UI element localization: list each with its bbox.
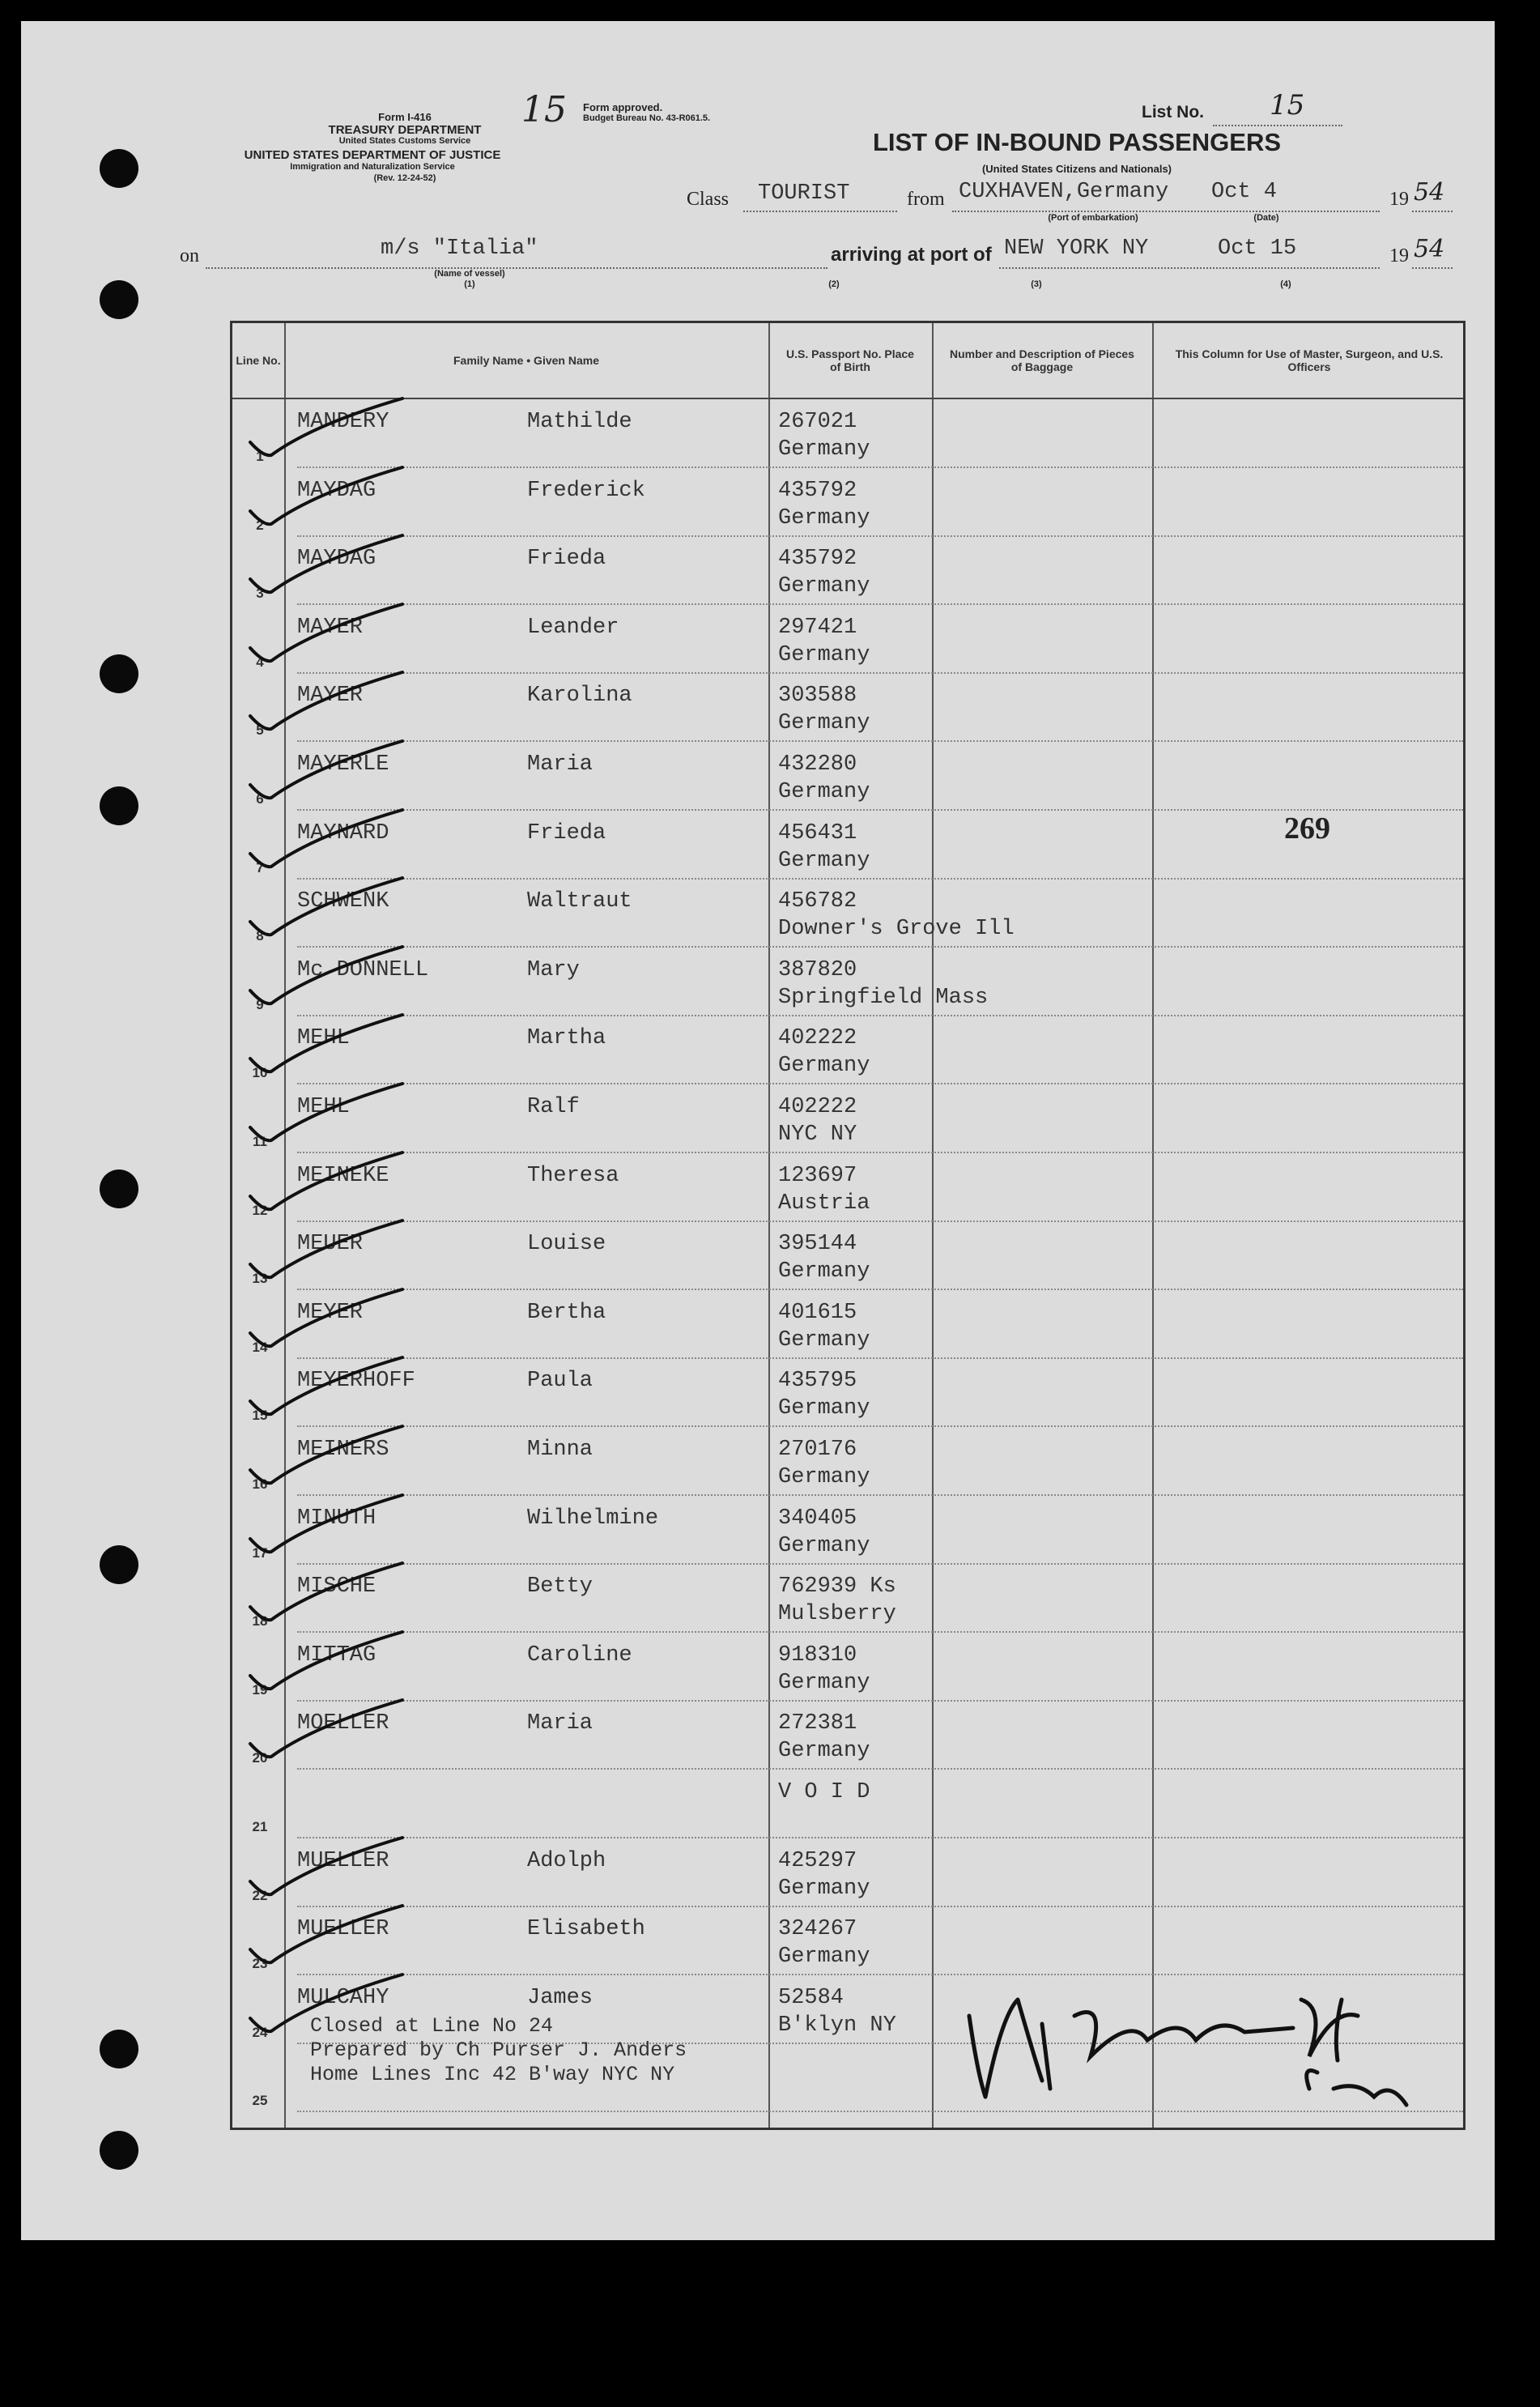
given-name: James [527, 1985, 593, 2010]
line-number: 4 [256, 654, 264, 670]
form-subtitle: (United States Citizens and Nationals) [981, 163, 1172, 175]
header-line-no: Line No. [236, 353, 281, 367]
family-name: MAYERLE [297, 752, 389, 777]
family-name: MULCAHY [297, 1985, 389, 2010]
vessel-name: m/s "Italia" [381, 236, 538, 261]
table-row [232, 1770, 1463, 1838]
officer-signature [953, 1983, 1423, 2121]
given-name: Betty [527, 1574, 593, 1600]
line-number: 25 [252, 2093, 268, 2109]
passport-number: 432280 [778, 752, 857, 777]
line-number: 24 [252, 2024, 268, 2040]
line-number: 9 [256, 996, 264, 1012]
table-row [232, 469, 1463, 537]
header-baggage: Number and Description of Pieces of Baggage [950, 347, 1134, 373]
family-name: MANDERY [297, 410, 389, 434]
given-name: Louise [527, 1232, 606, 1257]
line-number: 16 [252, 1476, 268, 1492]
passport-number: 435792 [778, 478, 857, 503]
passport-number: 435795 [778, 1369, 857, 1394]
table-row [232, 1702, 1463, 1770]
caption-4: (4) [1280, 279, 1291, 289]
given-name: Waltraut [527, 889, 632, 914]
arrival-underline [999, 267, 1380, 269]
closing-line-3: Home Lines Inc 42 B'way NYC NY [310, 2063, 675, 2086]
place-of-birth: Germany [778, 437, 870, 462]
family-name: MEUER [297, 1232, 364, 1257]
given-name: Frieda [527, 820, 606, 846]
punch-hole [100, 1169, 138, 1208]
table-row [232, 1291, 1463, 1359]
justice-dept: UNITED STATES DEPARTMENT OF JUSTICE [244, 148, 501, 162]
list-no-value: 15 [1270, 89, 1305, 121]
family-name: MEHL [297, 1095, 350, 1119]
vessel-caption: (Name of vessel) [434, 269, 505, 279]
table-row [232, 674, 1463, 742]
line-number: 7 [256, 859, 264, 875]
place-of-birth: Germany [778, 1945, 870, 1970]
passport-number: 402222 [778, 1026, 857, 1051]
given-name: Mathilde [527, 410, 632, 434]
place-of-birth: Germany [778, 1259, 870, 1284]
place-of-birth: Germany [778, 1876, 870, 1901]
departure-year: 54 [1414, 178, 1445, 207]
line-number: 23 [252, 1956, 268, 1972]
table-row [232, 1016, 1463, 1084]
table-row [232, 400, 1463, 468]
family-name: MITTAG [297, 1642, 376, 1668]
family-name: MEHL [297, 1026, 350, 1051]
place-of-birth: Germany [778, 574, 870, 599]
line-number: 21 [252, 1819, 268, 1834]
passport-number: 387820 [778, 957, 857, 982]
given-name: Frieda [527, 547, 606, 572]
from-label: from [907, 189, 945, 210]
line-number: 13 [252, 1271, 268, 1287]
table-row [232, 606, 1463, 674]
passenger-table [230, 321, 1466, 2130]
line-number: 18 [252, 1613, 268, 1630]
line-number: 11 [253, 1134, 267, 1149]
family-name: MINUTH [297, 1506, 376, 1531]
given-name: Karolina [527, 684, 632, 709]
caption-2: (2) [828, 279, 840, 289]
table-row [232, 1222, 1463, 1290]
place-of-birth: Germany [778, 1465, 870, 1489]
arrival-year-prefix: 19 [1389, 245, 1409, 266]
punch-hole [100, 1545, 138, 1584]
family-name: MEINERS [297, 1438, 389, 1462]
place-of-birth: Germany [778, 1739, 870, 1764]
officer-note: 269 [1284, 812, 1330, 846]
given-name: Maria [527, 752, 593, 777]
header-officers: This Column for Use of Master, Surgeon, and U.S. Officers [1175, 347, 1444, 373]
given-name: Caroline [527, 1642, 632, 1668]
line-number: 3 [256, 586, 264, 602]
family-name: SCHWENK [297, 889, 389, 914]
given-name: Minna [527, 1438, 593, 1462]
table-row [232, 537, 1463, 605]
passport-number: 456782 [778, 889, 857, 914]
on-label: on [180, 245, 199, 266]
passport-number: 918310 [778, 1642, 857, 1668]
given-name: Ralf [527, 1095, 580, 1119]
table-row [232, 880, 1463, 948]
table-row [232, 1634, 1463, 1702]
passport-number: 123697 [778, 1163, 857, 1188]
given-name: Frederick [527, 478, 645, 503]
passport-number: 297421 [778, 615, 857, 640]
table-row [232, 1154, 1463, 1222]
caption-3: (3) [1031, 279, 1042, 289]
header-rule [232, 398, 1463, 399]
passport-number: 456431 [778, 820, 857, 846]
header-passport: U.S. Passport No. Place of Birth [786, 347, 914, 373]
line-number: 20 [252, 1750, 268, 1766]
family-name: MEYERHOFF [297, 1369, 415, 1394]
table-row [232, 1907, 1463, 1975]
port-embarkation-caption: (Port of embarkation) [1048, 213, 1138, 223]
line-number: 6 [256, 791, 264, 807]
punch-hole [100, 149, 138, 188]
form-page [21, 21, 1495, 2240]
family-name: MAYDAG [297, 478, 376, 503]
place-of-birth: Germany [778, 780, 870, 804]
given-name: Wilhelmine [527, 1506, 659, 1531]
punch-hole [100, 786, 138, 825]
given-name: Mary [527, 957, 580, 982]
family-name: MAYER [297, 615, 364, 640]
place-of-birth: Germany [778, 1670, 870, 1695]
table-row [232, 1497, 1463, 1565]
passport-number: 762939 Ks [778, 1574, 896, 1600]
table-row [232, 743, 1463, 811]
line-number: 19 [252, 1681, 268, 1698]
treasury-dept: TREASURY DEPARTMENT [328, 123, 482, 137]
punch-hole [100, 2030, 138, 2068]
table-row [232, 1839, 1463, 1907]
line-number: 12 [252, 1202, 268, 1218]
list-no-label: List No. [1142, 103, 1204, 121]
ins-service: Immigration and Naturalization Service [290, 162, 455, 172]
class-underline [743, 211, 897, 212]
place-of-birth: Downer's Grove Ill [778, 917, 1015, 942]
place-of-birth: Mulsberry [778, 1602, 896, 1627]
passport-number: 324267 [778, 1917, 857, 1942]
given-name: Elisabeth [527, 1917, 645, 1942]
place-of-birth: Germany [778, 848, 870, 873]
table-row [232, 1565, 1463, 1633]
line-number: 5 [256, 722, 264, 739]
arriving-label: arriving at port of [831, 244, 992, 266]
punch-hole [100, 280, 138, 319]
punch-hole [100, 2131, 138, 2170]
departure-date: Oct 4 [1211, 180, 1278, 204]
header-name: Family Name • Given Name [453, 353, 599, 367]
passport-number: 401615 [778, 1300, 857, 1325]
given-name: Theresa [527, 1163, 619, 1188]
arrival-year-underline [1412, 267, 1453, 269]
family-name: MEYER [297, 1300, 364, 1325]
place-of-birth: Germany [778, 711, 870, 736]
given-name: Martha [527, 1026, 606, 1051]
budget-bureau: Budget Bureau No. 43-R061.5. [583, 113, 711, 123]
given-name: Bertha [527, 1300, 606, 1325]
place-of-birth: B'klyn NY [778, 2013, 896, 2038]
passport-number: 272381 [778, 1711, 857, 1736]
vessel-underline [206, 267, 827, 269]
place-of-birth: Austria [778, 1191, 870, 1216]
line-number: 17 [252, 1544, 268, 1561]
given-name: Maria [527, 1711, 593, 1736]
place-of-birth: Germany [778, 505, 870, 530]
given-name: Adolph [527, 1848, 606, 1873]
punch-hole [100, 654, 138, 693]
family-name: MEINEKE [297, 1163, 389, 1188]
passport-number: 402222 [778, 1095, 857, 1119]
year-prefix: 19 [1389, 189, 1409, 210]
place-of-birth: NYC NY [778, 1123, 857, 1147]
form-number: Form I-416 [378, 111, 432, 123]
family-name: MUELLER [297, 1848, 389, 1873]
table-row [232, 1428, 1463, 1496]
year-underline [1412, 211, 1453, 212]
from-underline [952, 211, 1380, 212]
passport-number: 340405 [778, 1506, 857, 1531]
closing-line-2: Prepared by Ch Purser J. Anders [310, 2038, 687, 2062]
arrival-date: Oct 15 [1218, 236, 1297, 261]
arrival-year: 54 [1414, 235, 1445, 263]
family-name: MAYER [297, 684, 364, 709]
line-number: 8 [256, 928, 264, 944]
line-number: 22 [252, 1887, 268, 1903]
place-of-birth: Springfield Mass [778, 985, 989, 1010]
given-name: Leander [527, 615, 619, 640]
form-approved: Form approved. [583, 101, 663, 113]
table-row [232, 812, 1463, 880]
family-name: Mc DONNELL [297, 957, 429, 982]
passport-number: 435792 [778, 547, 857, 572]
handwritten-list-number: 15 [521, 89, 567, 130]
passport-number: 270176 [778, 1438, 857, 1462]
line-number: 2 [256, 517, 264, 533]
line-number: 10 [252, 1065, 268, 1081]
form-title: LIST OF IN-BOUND PASSENGERS [872, 128, 1282, 156]
given-name: Paula [527, 1369, 593, 1394]
table-row [232, 1085, 1463, 1153]
family-name: MUELLER [297, 1917, 389, 1942]
line-number: 14 [252, 1339, 268, 1355]
passport-number: 425297 [778, 1848, 857, 1873]
passport-number: 303588 [778, 684, 857, 709]
place-of-birth: Germany [778, 1327, 870, 1353]
place-of-birth: Germany [778, 1054, 870, 1079]
family-name: MAYNARD [297, 820, 389, 846]
arrival-port: NEW YORK NY [1004, 236, 1149, 261]
closing-line-1: Closed at Line No 24 [310, 2014, 554, 2038]
customs-service: United States Customs Service [338, 136, 471, 146]
family-name: MOELLER [297, 1711, 389, 1736]
caption-1: (1) [464, 279, 475, 289]
passport-number: V O I D [778, 1780, 870, 1804]
passport-number: 267021 [778, 410, 857, 434]
passport-number: 52584 [778, 1985, 844, 2010]
place-of-birth: Germany [778, 1396, 870, 1421]
line-number: 1 [256, 449, 264, 464]
revision: (Rev. 12-24-52) [373, 173, 436, 183]
list-no-underline [1213, 125, 1342, 126]
line-number: 15 [252, 1408, 268, 1424]
table-row [232, 1359, 1463, 1427]
table-row [232, 948, 1463, 1016]
date-caption: (Date) [1253, 213, 1279, 223]
class-value: TOURIST [758, 181, 850, 206]
passport-number: 395144 [778, 1232, 857, 1257]
place-of-birth: Germany [778, 642, 870, 667]
family-name: MISCHE [297, 1574, 376, 1600]
class-label: Class [687, 189, 730, 210]
family-name: MAYDAG [297, 547, 376, 572]
place-of-birth: Germany [778, 1533, 870, 1558]
embarkation-port: CUXHAVEN,Germany [959, 180, 1169, 204]
